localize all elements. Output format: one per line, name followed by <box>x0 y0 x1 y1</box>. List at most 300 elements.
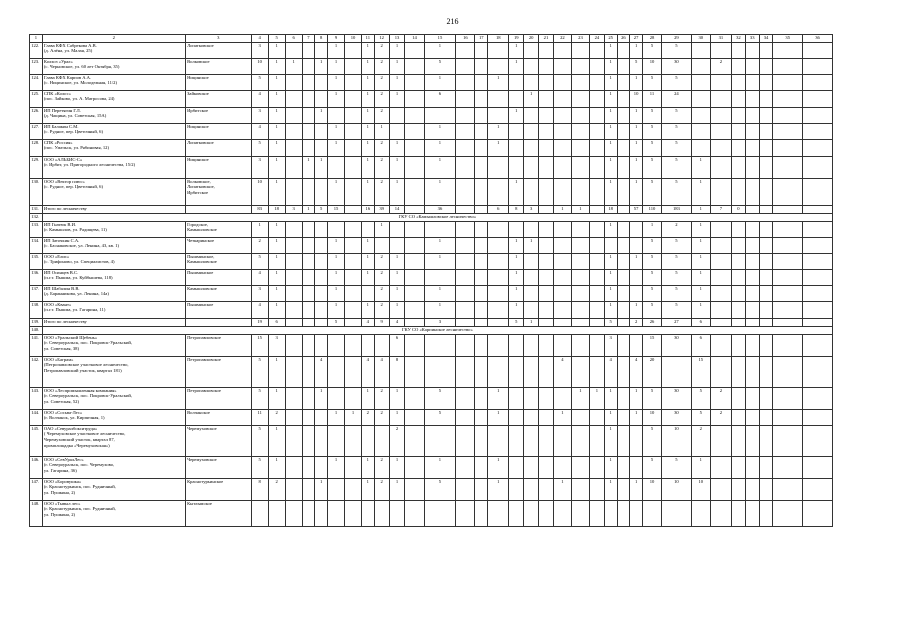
column-header: 7 <box>302 35 315 43</box>
text-line: ООО «Боровушка» <box>43 478 82 484</box>
value-cell <box>732 387 746 409</box>
text-line: (Петропавловское участковое лесничество, <box>43 362 129 368</box>
column-header: 23 <box>571 35 589 43</box>
value-cell <box>571 221 589 237</box>
value-cell <box>759 74 773 90</box>
value-cell <box>759 205 773 213</box>
organization-name <box>42 269 185 285</box>
organization-name <box>42 478 185 500</box>
value-cell: 5 <box>642 301 661 318</box>
value-cell <box>759 90 773 107</box>
value-cell: 5 <box>662 42 692 58</box>
value-cell <box>759 478 773 500</box>
district-forestry <box>185 107 251 123</box>
value-cell <box>475 107 488 123</box>
value-cell: 2 <box>361 409 374 425</box>
value-cell <box>524 409 539 425</box>
value-cell: 1 <box>424 301 456 318</box>
value-cell: 1 <box>509 58 524 74</box>
value-cell <box>405 456 424 478</box>
value-cell <box>759 500 773 526</box>
value-cell <box>773 178 803 205</box>
value-cell <box>251 500 268 526</box>
value-cell <box>509 74 524 90</box>
text-line: (д. Алёна, ул. Малая, 25) <box>43 48 93 54</box>
value-cell: 1 <box>524 237 539 253</box>
value-cell: 1 <box>604 253 617 269</box>
value-cell <box>315 334 328 356</box>
value-cell <box>732 318 746 326</box>
value-cell: 1 <box>604 285 617 301</box>
value-cell <box>759 58 773 74</box>
value-cell <box>405 205 424 213</box>
value-cell <box>456 74 475 90</box>
column-header: 36 <box>803 35 833 43</box>
value-cell <box>759 301 773 318</box>
value-cell: 1 <box>424 123 456 139</box>
value-cell <box>456 285 475 301</box>
value-cell <box>571 409 589 425</box>
row-number: 145. <box>30 425 43 456</box>
table-row <box>30 285 833 301</box>
value-cell <box>589 500 604 526</box>
value-cell <box>745 58 759 74</box>
value-cell: 1 <box>553 478 571 500</box>
value-cell <box>475 221 488 237</box>
value-cell: 1 <box>509 107 524 123</box>
text-line: ООО «Сосьва-Лес» <box>43 409 83 415</box>
value-cell <box>691 500 710 526</box>
value-cell <box>424 107 456 123</box>
organization-name <box>42 178 185 205</box>
value-cell <box>710 156 731 178</box>
text-line: (пос. Ужельск, ул. Рябиновая, 12) <box>43 145 110 151</box>
value-cell <box>571 90 589 107</box>
value-cell <box>509 156 524 178</box>
value-cell <box>302 269 315 285</box>
text-line: Ирбитское <box>187 107 209 113</box>
value-cell <box>745 425 759 456</box>
value-cell <box>553 269 571 285</box>
value-cell <box>345 221 362 237</box>
value-cell <box>509 387 524 409</box>
text-line: ИП Шабалин В.В. <box>43 285 80 291</box>
value-cell <box>315 90 328 107</box>
organization-name <box>42 356 185 387</box>
value-cell: 1 <box>524 90 539 107</box>
value-cell <box>553 285 571 301</box>
value-cell <box>405 387 424 409</box>
value-cell <box>424 356 456 387</box>
value-cell: 1 <box>524 318 539 326</box>
column-header: 17 <box>475 35 488 43</box>
value-cell: 5 <box>691 409 710 425</box>
value-cell <box>539 139 554 156</box>
row-number: 147. <box>30 478 43 500</box>
value-cell <box>302 178 315 205</box>
text-line: (п.г.т. Пышма, ул. Куйбышева, 118) <box>43 275 113 281</box>
value-cell: 8 <box>509 205 524 213</box>
value-cell: 1 <box>328 58 345 74</box>
value-cell <box>475 205 488 213</box>
value-cell: 1 <box>509 178 524 205</box>
district-forestry <box>185 253 251 269</box>
value-cell <box>285 356 302 387</box>
value-cell <box>732 123 746 139</box>
value-cell <box>773 156 803 178</box>
text-line: Итого по лесничеству <box>43 318 87 324</box>
value-cell: 3 <box>268 334 285 356</box>
value-cell <box>302 74 315 90</box>
value-cell <box>803 409 833 425</box>
value-cell: 1 <box>251 221 268 237</box>
value-cell: 1 <box>268 156 285 178</box>
value-cell <box>405 74 424 90</box>
value-cell <box>285 221 302 237</box>
value-cell: 4 <box>315 356 328 387</box>
value-cell <box>488 237 509 253</box>
value-cell <box>745 42 759 58</box>
value-cell: 1 <box>268 301 285 318</box>
value-cell <box>710 237 731 253</box>
value-cell: 2 <box>268 478 285 500</box>
row-number: 134. <box>30 237 43 253</box>
value-cell <box>302 253 315 269</box>
organization-name <box>42 74 185 90</box>
value-cell <box>759 107 773 123</box>
value-cell <box>539 334 554 356</box>
value-cell <box>456 58 475 74</box>
value-cell: 4 <box>251 90 268 107</box>
value-cell <box>589 178 604 205</box>
value-cell <box>553 123 571 139</box>
value-cell: 1 <box>691 301 710 318</box>
value-cell: 9 <box>374 318 389 326</box>
value-cell <box>617 253 630 269</box>
organization-name <box>42 123 185 139</box>
table-row <box>30 237 833 253</box>
value-cell <box>803 301 833 318</box>
text-line: (с. Рудное, пер. Цветочный, 6) <box>43 184 103 190</box>
column-header: 14 <box>405 35 424 43</box>
row-number: 131. <box>30 205 43 213</box>
value-cell: 0 <box>732 205 746 213</box>
value-cell <box>617 387 630 409</box>
value-cell <box>509 478 524 500</box>
text-line: СПК «Колос» <box>43 90 71 96</box>
text-line: ИП Гнатюк В.И. <box>43 221 77 227</box>
value-cell <box>345 318 362 326</box>
value-cell: 1 <box>361 123 374 139</box>
total-row <box>30 205 833 213</box>
value-cell <box>745 285 759 301</box>
value-cell: 1 <box>268 425 285 456</box>
value-cell: 1 <box>691 269 710 285</box>
value-cell <box>710 42 731 58</box>
value-cell: 1 <box>488 387 509 409</box>
organization-name <box>42 237 185 253</box>
value-cell <box>553 107 571 123</box>
value-cell <box>745 301 759 318</box>
text-line: ИП Осинцев В.С. <box>43 269 79 275</box>
value-cell <box>604 500 617 526</box>
row-number: 140. <box>30 326 43 334</box>
value-cell <box>345 301 362 318</box>
value-cell <box>803 253 833 269</box>
value-cell <box>617 221 630 237</box>
value-cell: 1 <box>389 387 405 409</box>
value-cell <box>285 425 302 456</box>
text-line: ИП Перетягин Г.Л. <box>43 107 81 113</box>
value-cell <box>488 58 509 74</box>
value-cell <box>803 425 833 456</box>
value-cell: 1 <box>488 123 509 139</box>
value-cell <box>759 42 773 58</box>
value-cell <box>617 318 630 326</box>
text-line: (с. Рудное, пер. Цветочный, 6) <box>43 129 103 135</box>
value-cell <box>553 42 571 58</box>
value-cell <box>456 301 475 318</box>
row-number: 135. <box>30 253 43 269</box>
value-cell <box>302 107 315 123</box>
value-cell <box>285 123 302 139</box>
table-row <box>30 387 833 409</box>
value-cell <box>456 269 475 285</box>
value-cell: 1 <box>361 156 374 178</box>
value-cell: 5 <box>662 74 692 90</box>
value-cell <box>315 285 328 301</box>
row-number: 141. <box>30 334 43 356</box>
value-cell <box>571 318 589 326</box>
table-row <box>30 139 833 156</box>
value-cell: 1 <box>424 253 456 269</box>
value-cell: 1 <box>642 221 661 237</box>
value-cell <box>405 58 424 74</box>
value-cell: 5 <box>251 456 268 478</box>
value-cell <box>328 425 345 456</box>
text-line: ООО «СевУралЛес» <box>43 456 84 462</box>
value-cell <box>617 139 630 156</box>
value-cell <box>571 74 589 90</box>
value-cell: 1 <box>630 253 643 269</box>
value-cell <box>759 318 773 326</box>
value-cell <box>803 500 833 526</box>
value-cell <box>773 301 803 318</box>
value-cell <box>524 425 539 456</box>
value-cell: 5 <box>662 156 692 178</box>
value-cell <box>732 285 746 301</box>
value-cell: 2 <box>374 107 389 123</box>
value-cell <box>509 90 524 107</box>
text-line: (с. Черновское, ул. 60 лет Октября, 35) <box>43 64 120 70</box>
value-cell: 16 <box>361 205 374 213</box>
value-cell <box>662 500 692 526</box>
value-cell <box>328 387 345 409</box>
value-cell <box>745 500 759 526</box>
value-cell <box>424 425 456 456</box>
value-cell <box>524 221 539 237</box>
value-cell: 4 <box>630 356 643 387</box>
value-cell <box>328 500 345 526</box>
value-cell: 2 <box>691 425 710 456</box>
value-cell: 5 <box>642 42 661 58</box>
value-cell <box>315 456 328 478</box>
district-forestry <box>185 356 251 387</box>
value-cell <box>553 139 571 156</box>
value-cell <box>345 356 362 387</box>
value-cell: 1 <box>389 301 405 318</box>
value-cell: 2 <box>710 409 731 425</box>
value-cell <box>539 205 554 213</box>
value-cell <box>571 237 589 253</box>
value-cell <box>361 425 374 456</box>
column-header: 21 <box>539 35 554 43</box>
text-line: Волковское <box>187 58 210 64</box>
value-cell <box>710 253 731 269</box>
value-cell: 3 <box>604 334 617 356</box>
value-cell <box>475 334 488 356</box>
value-cell <box>773 334 803 356</box>
value-cell <box>285 456 302 478</box>
value-cell <box>745 478 759 500</box>
value-cell: 1 <box>268 221 285 237</box>
value-cell <box>456 409 475 425</box>
value-cell <box>524 156 539 178</box>
value-cell <box>488 425 509 456</box>
value-cell <box>315 253 328 269</box>
value-cell <box>509 409 524 425</box>
value-cell <box>315 139 328 156</box>
value-cell <box>617 269 630 285</box>
value-cell <box>617 123 630 139</box>
value-cell <box>773 409 803 425</box>
value-cell <box>539 74 554 90</box>
value-cell <box>405 42 424 58</box>
value-cell: 1 <box>328 409 345 425</box>
value-cell: 6 <box>691 318 710 326</box>
value-cell <box>524 456 539 478</box>
value-cell <box>361 285 374 301</box>
value-cell: 1 <box>488 139 509 156</box>
value-cell <box>524 500 539 526</box>
value-cell: 1 <box>328 178 345 205</box>
value-cell <box>524 178 539 205</box>
text-line: (г. Краснотурьинск, пос. Рудничный, <box>43 484 116 490</box>
value-cell <box>475 356 488 387</box>
value-cell: 1 <box>604 107 617 123</box>
value-cell <box>571 269 589 285</box>
text-line: ООО «Тывыл лес» <box>43 500 81 506</box>
value-cell <box>745 387 759 409</box>
value-cell <box>405 285 424 301</box>
value-cell <box>475 285 488 301</box>
value-cell <box>285 500 302 526</box>
value-cell <box>745 409 759 425</box>
value-cell: 10 <box>662 425 692 456</box>
text-line: Ирбитское <box>187 190 209 196</box>
row-number: 142. <box>30 356 43 387</box>
value-cell: 1 <box>268 285 285 301</box>
value-cell <box>589 123 604 139</box>
value-cell <box>475 425 488 456</box>
value-cell: 19 <box>251 318 268 326</box>
value-cell <box>773 90 803 107</box>
value-cell: 1 <box>361 74 374 90</box>
value-cell: 18 <box>604 205 617 213</box>
value-cell: 1 <box>315 156 328 178</box>
value-cell <box>345 456 362 478</box>
value-cell <box>315 123 328 139</box>
value-cell: 1 <box>268 253 285 269</box>
text-line: ООО «Вектор плюс» <box>43 178 85 184</box>
value-cell: 1 <box>604 456 617 478</box>
value-cell <box>405 334 424 356</box>
value-cell <box>539 456 554 478</box>
value-cell <box>732 301 746 318</box>
value-cell <box>456 107 475 123</box>
value-cell <box>345 107 362 123</box>
value-cell <box>456 387 475 409</box>
value-cell: 1 <box>345 409 362 425</box>
value-cell <box>803 156 833 178</box>
value-cell: 1 <box>361 58 374 74</box>
value-cell <box>315 74 328 90</box>
value-cell <box>456 90 475 107</box>
value-cell: 15 <box>691 356 710 387</box>
value-cell: 15 <box>328 205 345 213</box>
text-line: СПК «Россия» <box>43 139 73 145</box>
value-cell <box>475 500 488 526</box>
value-cell <box>456 456 475 478</box>
value-cell <box>539 156 554 178</box>
text-line: Петропавловское <box>187 334 221 340</box>
value-cell: 1 <box>315 58 328 74</box>
value-cell <box>509 123 524 139</box>
district-forestry <box>185 285 251 301</box>
value-cell <box>488 90 509 107</box>
value-cell: 1 <box>361 478 374 500</box>
value-cell <box>803 58 833 74</box>
row-number: 136. <box>30 269 43 285</box>
value-cell <box>759 425 773 456</box>
value-cell <box>710 456 731 478</box>
value-cell: 1 <box>691 205 710 213</box>
text-line: ОАО «Севуралбокситруда» <box>43 425 98 431</box>
value-cell: 4 <box>251 301 268 318</box>
value-cell: 1 <box>389 74 405 90</box>
value-cell: 5 <box>642 269 661 285</box>
district-forestry <box>185 301 251 318</box>
value-cell: 2 <box>374 478 389 500</box>
value-cell: 3 <box>524 205 539 213</box>
value-cell: 6 <box>389 334 405 356</box>
value-cell <box>524 58 539 74</box>
value-cell: 1 <box>571 387 589 409</box>
value-cell <box>539 253 554 269</box>
value-cell <box>617 74 630 90</box>
column-header: 11 <box>361 35 374 43</box>
text-line: ООО «Квант» <box>43 301 72 307</box>
column-header: 26 <box>617 35 630 43</box>
value-cell <box>539 425 554 456</box>
text-line: (г. Североуральск, пос. Покровск-Уральский, <box>43 393 133 399</box>
value-cell: 1 <box>328 42 345 58</box>
value-cell <box>803 285 833 301</box>
text-line: Пышминское <box>187 269 214 275</box>
value-cell: 1 <box>268 58 285 74</box>
value-cell <box>285 285 302 301</box>
district-forestry <box>185 425 251 456</box>
